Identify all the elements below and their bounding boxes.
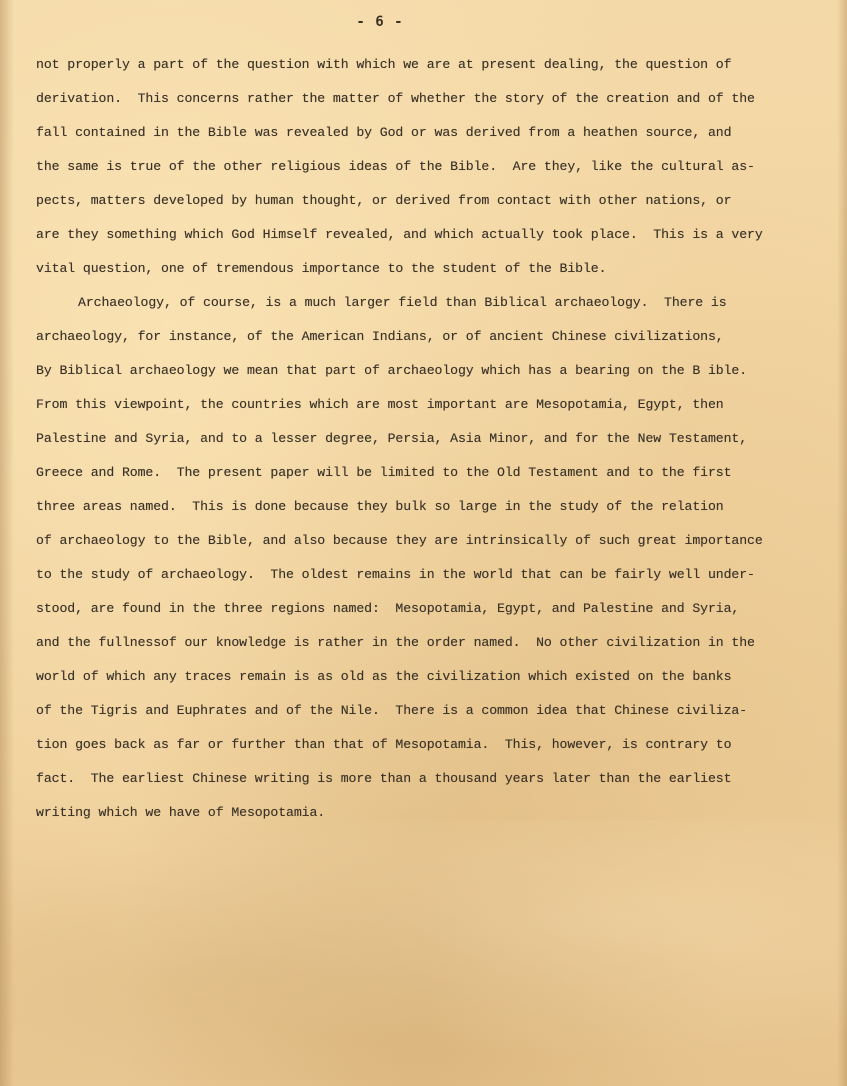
page-edge-shadow-right [837, 0, 847, 1086]
text-line: archaeology, for instance, of the American Indians, or of ancient Chinese civilizations, [36, 329, 724, 344]
text-line: Greece and Rome. The present paper will be limited to the Old Testament and to the first [36, 465, 732, 480]
page-number: - 6 - [356, 14, 404, 30]
text-line: derivation. This concerns rather the matter of whether the story of the creation and of the [36, 91, 755, 106]
paper-texture [0, 820, 847, 1080]
text-line: writing which we have of Mesopotamia. [36, 805, 326, 820]
text-line: pects, matters developed by human thought, or derived from contact with other nations, or [36, 193, 732, 208]
text-line: world of which any traces remain is as old as the civilization which existed on the banks [36, 669, 732, 684]
text-line: the same is true of the other religious ideas of the Bible. Are they, like the cultural as- [36, 159, 755, 174]
text-line: Palestine and Syria, and to a lesser degree, Persia, Asia Minor, and for the New Testament, [36, 431, 748, 446]
text-line: to the study of archaeology. The oldest remains in the world that can be fairly well under- [36, 567, 755, 582]
text-line: of the Tigris and Euphrates and of the Nile. There is a common idea that Chinese civiliza- [36, 703, 748, 718]
paragraph-start-line: Archaeology, of course, is a much larger field than Biblical archaeology. There is [78, 295, 727, 310]
text-line: fall contained in the Bible was revealed by God or was derived from a heathen source, and [36, 125, 732, 140]
text-line: of archaeology to the Bible, and also because they are intrinsically of such great importance [36, 533, 763, 548]
text-line: and the fullnessof our knowledge is rather in the order named. No other civilization in the [36, 635, 755, 650]
text-line: not properly a part of the question with which we are at present dealing, the question of [36, 57, 732, 72]
text-line: stood, are found in the three regions named: Mesopotamia, Egypt, and Palestine and Syria, [36, 601, 740, 616]
text-line: vital question, one of tremendous importance to the student of the Bible. [36, 261, 607, 276]
text-line: are they something which God Himself revealed, and which actually took place. This is a very [36, 227, 763, 242]
text-line: three areas named. This is done because they bulk so large in the study of the relation [36, 499, 724, 514]
text-line: From this viewpoint, the countries which are most important are Mesopotamia, Egypt, then [36, 397, 724, 412]
text-line: fact. The earliest Chinese writing is more than a thousand years later than the earliest [36, 771, 732, 786]
text-line: tion goes back as far or further than that of Mesopotamia. This, however, is contrary to [36, 737, 732, 752]
text-line: By Biblical archaeology we mean that part of archaeology which has a bearing on the B ible. [36, 363, 748, 378]
typed-body-text [36, 48, 826, 830]
page-edge-shadow-left [0, 0, 14, 1086]
